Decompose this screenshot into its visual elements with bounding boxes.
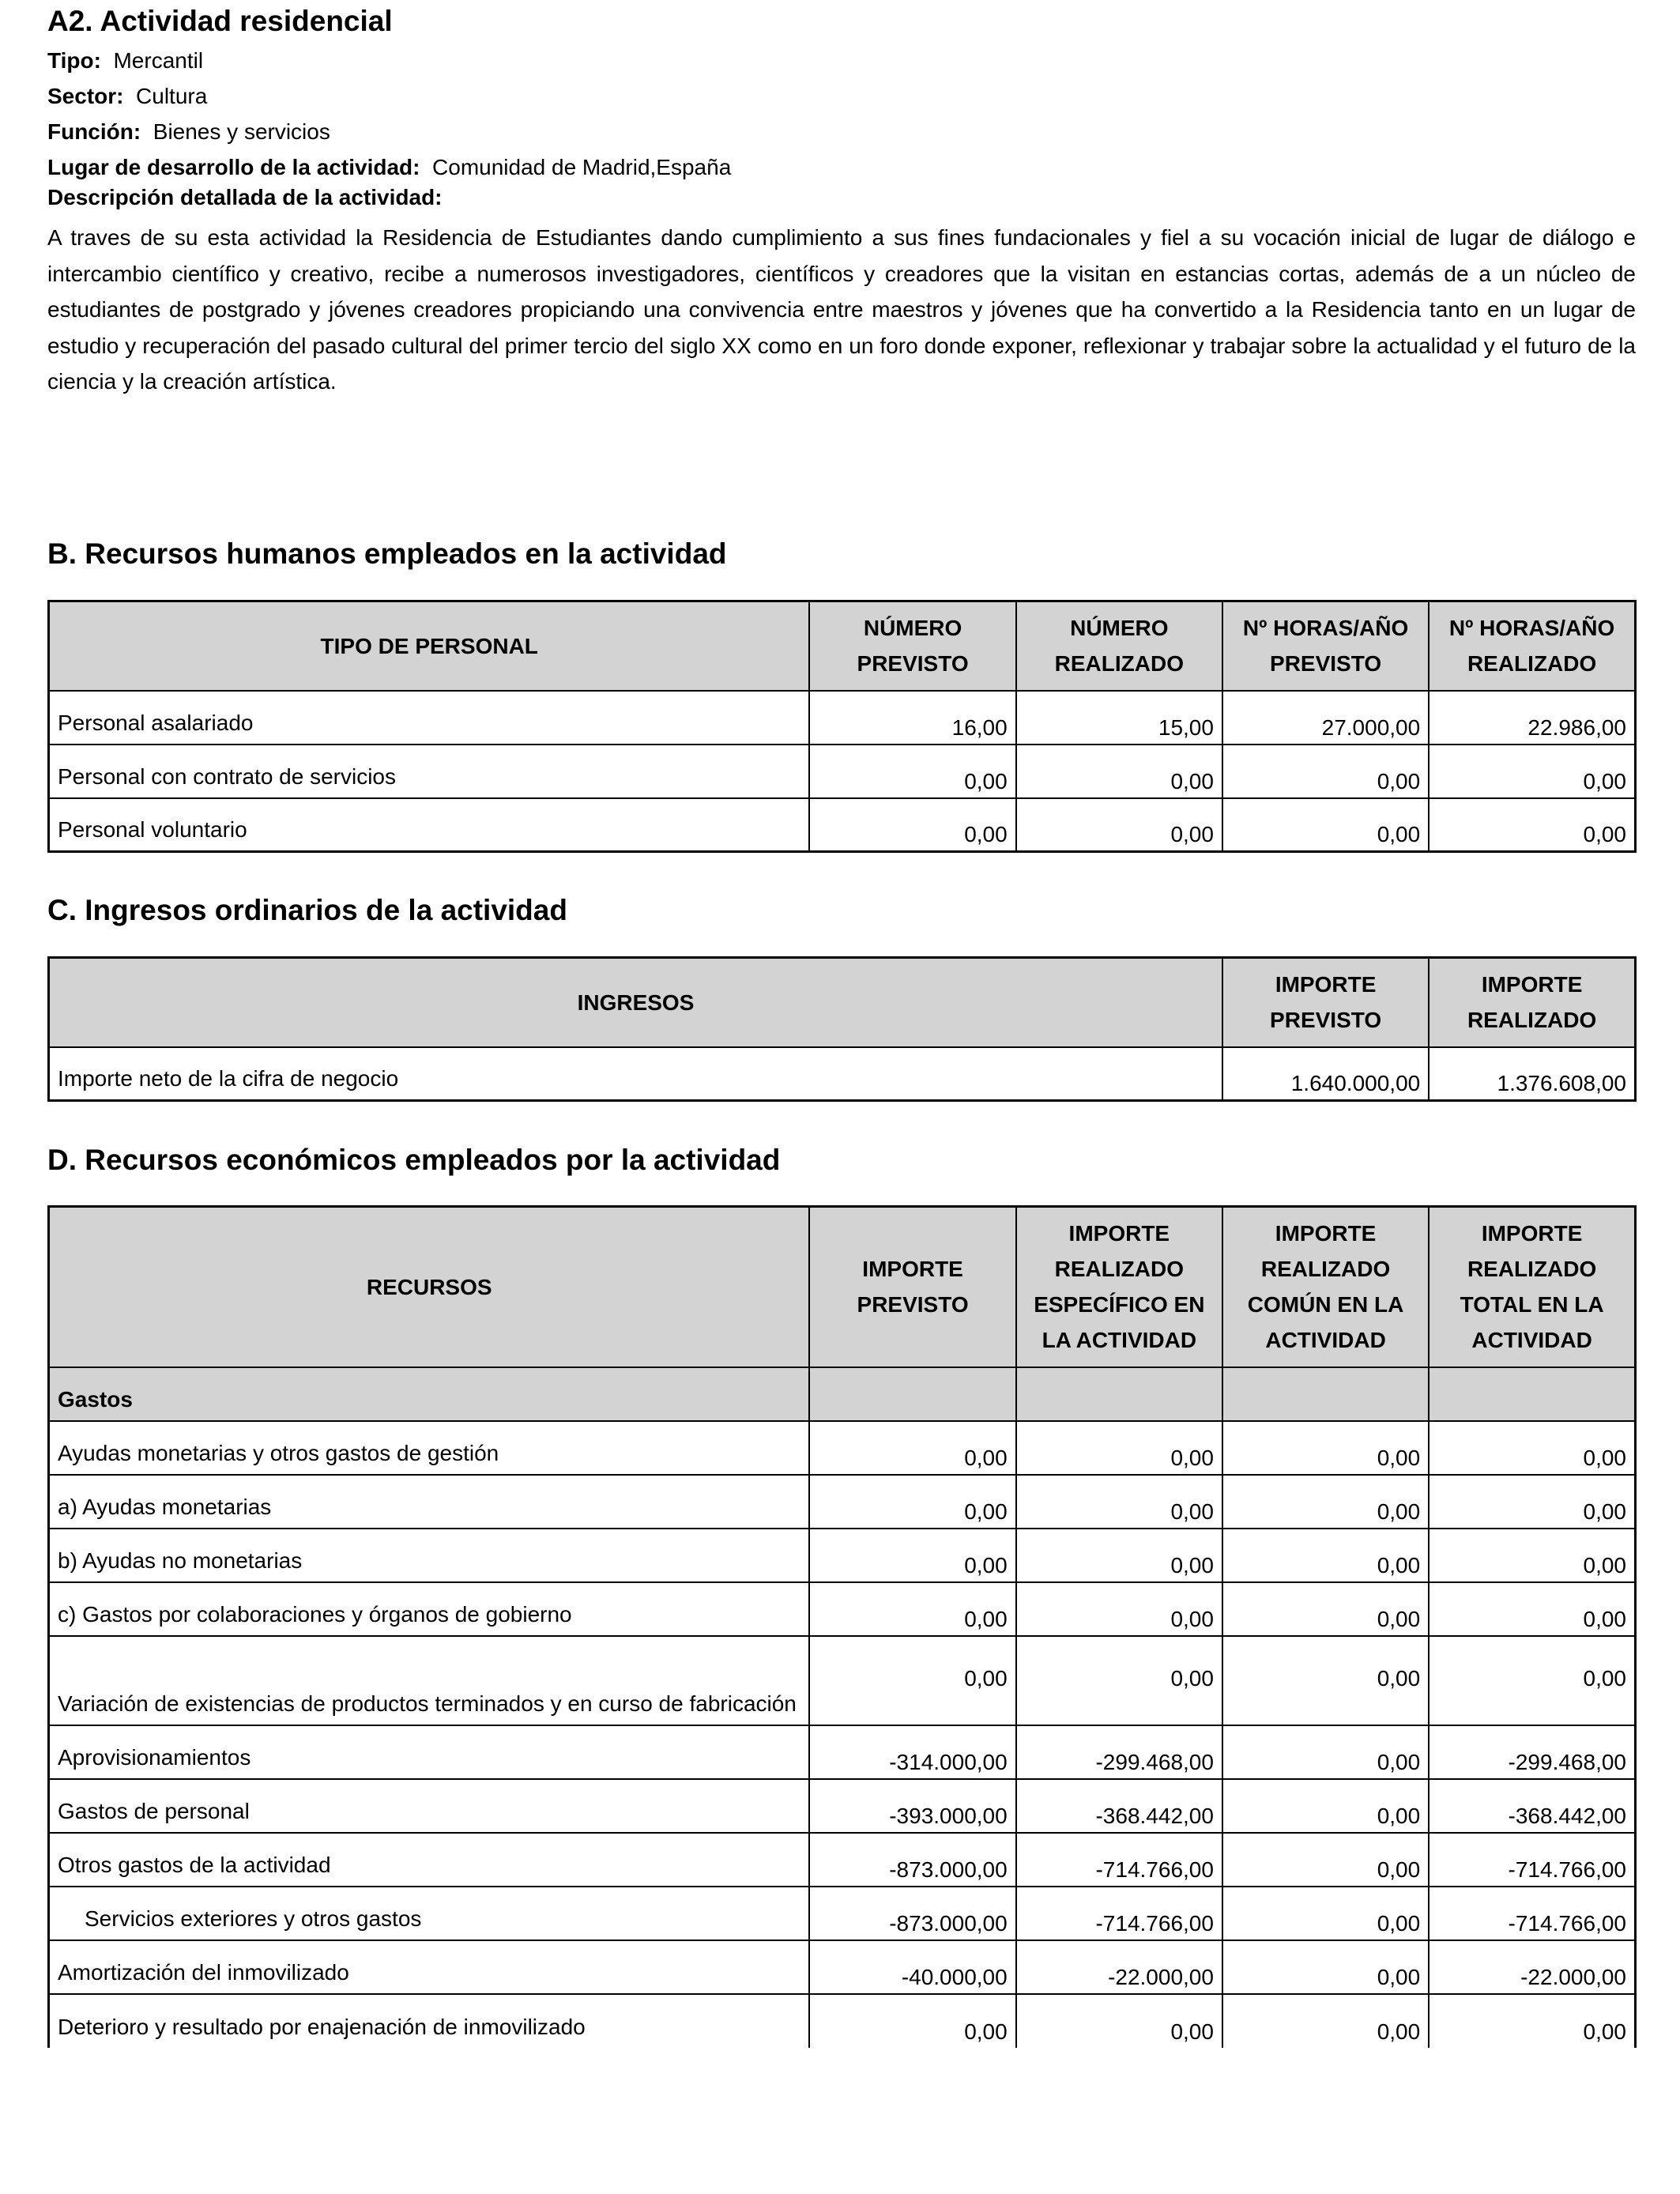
tipo-label: Tipo: bbox=[47, 48, 101, 73]
cell-value: 0,00 bbox=[1429, 1421, 1635, 1475]
header-ingresos: INGRESOS bbox=[49, 958, 1222, 1047]
cell-value: -714.766,00 bbox=[1016, 1887, 1222, 1940]
sector-line bbox=[47, 78, 207, 114]
cell-value: 0,00 bbox=[1016, 1475, 1222, 1529]
description-label: Descripción detallada de la actividad: bbox=[47, 185, 443, 209]
cell-value: 0,00 bbox=[1222, 1725, 1429, 1779]
cell-value: -368.442,00 bbox=[1429, 1779, 1635, 1833]
cell-value: 0,00 bbox=[1016, 798, 1222, 852]
cell-value: -714.766,00 bbox=[1016, 1833, 1222, 1887]
cell-value: 0,00 bbox=[1429, 1994, 1635, 2048]
cell-value: 0,00 bbox=[1222, 798, 1429, 852]
cell-value: 0,00 bbox=[1222, 1475, 1429, 1529]
cell-value: 0,00 bbox=[1222, 1421, 1429, 1475]
row-label: Personal voluntario bbox=[49, 798, 810, 852]
table-row bbox=[49, 1529, 1636, 1582]
header-numero-realizado: NÚMERO REALIZADO bbox=[1016, 601, 1222, 691]
funcion-value: Bienes y servicios bbox=[153, 119, 330, 144]
cell-value: 27.000,00 bbox=[1222, 691, 1429, 745]
table-row bbox=[49, 745, 1636, 798]
cell-value: 0,00 bbox=[1429, 1529, 1635, 1582]
header-importe-realizado: IMPORTE REALIZADO bbox=[1429, 958, 1635, 1047]
table-row bbox=[49, 1475, 1636, 1529]
personal-table bbox=[47, 600, 1637, 853]
cell-value: 0,00 bbox=[1016, 745, 1222, 798]
row-label: b) Ayudas no monetarias bbox=[49, 1529, 810, 1582]
cell-value: -873.000,00 bbox=[809, 1887, 1015, 1940]
table-row bbox=[49, 1725, 1636, 1779]
header-realizado-total: IMPORTE REALIZADO TOTAL EN LA ACTIVIDAD bbox=[1429, 1207, 1635, 1367]
table-row bbox=[49, 1582, 1636, 1636]
cell-value: 0,00 bbox=[1016, 1529, 1222, 1582]
cell-value: 0,00 bbox=[1429, 745, 1635, 798]
row-label: Personal con contrato de servicios bbox=[49, 745, 810, 798]
ingresos-header-row bbox=[49, 958, 1636, 1047]
description-text: A traves de su esta actividad la Residencia de Estudiantes dando cumplimiento a sus fines fundacionales y fiel a su vocación inicial de lugar de diálogo e intercambio científico y creativo, recibe a numerosos investigadores, científicos y creadores que la visitan en estancias cortas, además de a un núcleo de estudiantes de postgrado y jóvenes creadores propiciando una convivencia entre maestros y jóvenes que ha convertido a la Residencia tanto en un lugar de estudio y recuperación del pasado cultural del primer tercio del siglo XX como en un foro donde exponer, reflexionar y trabajar sobre la actualidad y el futuro de la ciencia y la creación artística. bbox=[47, 225, 1636, 394]
row-label: Aprovisionamientos bbox=[49, 1725, 810, 1779]
gastos-group-row bbox=[49, 1367, 1636, 1421]
cell-value: -714.766,00 bbox=[1429, 1833, 1635, 1887]
table-row bbox=[49, 1636, 1636, 1725]
cell-value: -714.766,00 bbox=[1429, 1887, 1635, 1940]
cell-value: 0,00 bbox=[809, 1529, 1015, 1582]
header-realizado-especifico: IMPORTE REALIZADO ESPECÍFICO EN LA ACTIVIDAD bbox=[1016, 1207, 1222, 1367]
row-label: Gastos de personal bbox=[49, 1779, 810, 1833]
cell-value: -299.468,00 bbox=[1429, 1725, 1635, 1779]
header-horas-previsto: Nº HORAS/AÑO PREVISTO bbox=[1222, 601, 1429, 691]
row-label: Variación de existencias de productos terminados y en curso de fabricación bbox=[49, 1636, 810, 1725]
empty-cell bbox=[809, 1367, 1015, 1421]
cell-value: 1.376.608,00 bbox=[1429, 1047, 1635, 1101]
table-row bbox=[49, 1940, 1636, 1994]
cell-value: 22.986,00 bbox=[1429, 691, 1635, 745]
section-c-title: C. Ingresos ordinarios de la actividad bbox=[47, 894, 567, 926]
header-importe-previsto: IMPORTE PREVISTO bbox=[809, 1207, 1015, 1367]
cell-value: 0,00 bbox=[1222, 1636, 1429, 1725]
ingresos-table bbox=[47, 956, 1637, 1102]
cell-value: 0,00 bbox=[809, 1636, 1015, 1725]
cell-value: -393.000,00 bbox=[809, 1779, 1015, 1833]
cell-value: -22.000,00 bbox=[1016, 1940, 1222, 1994]
empty-cell bbox=[1016, 1367, 1222, 1421]
cell-value: 0,00 bbox=[809, 1475, 1015, 1529]
table-row bbox=[49, 1421, 1636, 1475]
gastos-label: Gastos bbox=[49, 1367, 810, 1421]
header-recursos: RECURSOS bbox=[49, 1207, 810, 1367]
sector-value: Cultura bbox=[136, 84, 208, 108]
cell-value: 0,00 bbox=[1016, 1994, 1222, 2048]
lugar-line bbox=[47, 149, 731, 185]
personal-header-row bbox=[49, 601, 1636, 691]
row-label: Amortización del inmovilizado bbox=[49, 1940, 810, 1994]
row-label: Servicios exteriores y otros gastos bbox=[49, 1887, 810, 1940]
cell-value: 0,00 bbox=[1429, 1475, 1635, 1529]
tipo-value: Mercantil bbox=[113, 48, 204, 73]
section-b-title: B. Recursos humanos empleados en la actividad bbox=[47, 537, 727, 570]
header-horas-realizado: Nº HORAS/AÑO REALIZADO bbox=[1429, 601, 1635, 691]
cell-value: -299.468,00 bbox=[1016, 1725, 1222, 1779]
funcion-label: Función: bbox=[47, 119, 141, 144]
cell-value: 0,00 bbox=[1016, 1636, 1222, 1725]
cell-value: 0,00 bbox=[1222, 1940, 1429, 1994]
cell-value: 0,00 bbox=[1222, 1779, 1429, 1833]
sector-label: Sector: bbox=[47, 84, 124, 108]
row-label: Personal asalariado bbox=[49, 691, 810, 745]
cell-value: 0,00 bbox=[1222, 1833, 1429, 1887]
table-row bbox=[49, 1887, 1636, 1940]
row-label: Deterioro y resultado por enajenación de inmovilizado bbox=[49, 1994, 810, 2048]
header-tipo-personal: TIPO DE PERSONAL bbox=[49, 601, 810, 691]
cell-value: 0,00 bbox=[809, 798, 1015, 852]
row-label: c) Gastos por colaboraciones y órganos de gobierno bbox=[49, 1582, 810, 1636]
cell-value: 0,00 bbox=[809, 1994, 1015, 2048]
table-row bbox=[49, 1994, 1636, 2048]
cell-value: -22.000,00 bbox=[1429, 1940, 1635, 1994]
cell-value: 0,00 bbox=[1016, 1421, 1222, 1475]
table-row bbox=[49, 1047, 1636, 1101]
cell-value: 0,00 bbox=[1222, 1582, 1429, 1636]
row-label: Otros gastos de la actividad bbox=[49, 1833, 810, 1887]
cell-value: 0,00 bbox=[1429, 1582, 1635, 1636]
table-row bbox=[49, 691, 1636, 745]
funcion-line bbox=[47, 114, 330, 149]
cell-value: 0,00 bbox=[1222, 1887, 1429, 1940]
header-numero-previsto: NÚMERO PREVISTO bbox=[809, 601, 1015, 691]
empty-cell bbox=[1429, 1367, 1635, 1421]
section-a2-title: A2. Actividad residencial bbox=[47, 5, 393, 37]
cell-value: 1.640.000,00 bbox=[1222, 1047, 1429, 1101]
lugar-value: Comunidad de Madrid,España bbox=[432, 155, 732, 179]
row-label: Ayudas monetarias y otros gastos de gestión bbox=[49, 1421, 810, 1475]
cell-value: -40.000,00 bbox=[809, 1940, 1015, 1994]
lugar-label: Lugar de desarrollo de la actividad: bbox=[47, 155, 420, 179]
header-importe-previsto: IMPORTE PREVISTO bbox=[1222, 958, 1429, 1047]
cell-value: 0,00 bbox=[1016, 1582, 1222, 1636]
cell-value: 16,00 bbox=[809, 691, 1015, 745]
cell-value: 0,00 bbox=[1222, 745, 1429, 798]
cell-value: 15,00 bbox=[1016, 691, 1222, 745]
cell-value: -873.000,00 bbox=[809, 1833, 1015, 1887]
cell-value: 0,00 bbox=[1222, 1529, 1429, 1582]
cell-value: 0,00 bbox=[809, 1582, 1015, 1636]
table-row bbox=[49, 798, 1636, 852]
recursos-header-row bbox=[49, 1207, 1636, 1367]
cell-value: 0,00 bbox=[1429, 798, 1635, 852]
table-row bbox=[49, 1833, 1636, 1887]
row-label: a) Ayudas monetarias bbox=[49, 1475, 810, 1529]
cell-value: 0,00 bbox=[809, 745, 1015, 798]
table-row bbox=[49, 1779, 1636, 1833]
recursos-table bbox=[47, 1205, 1637, 2048]
tipo-line bbox=[47, 43, 203, 78]
empty-cell bbox=[1222, 1367, 1429, 1421]
header-realizado-comun: IMPORTE REALIZADO COMÚN EN LA ACTIVIDAD bbox=[1222, 1207, 1429, 1367]
cell-value: -314.000,00 bbox=[809, 1725, 1015, 1779]
row-label: Importe neto de la cifra de negocio bbox=[49, 1047, 1222, 1101]
cell-value: -368.442,00 bbox=[1016, 1779, 1222, 1833]
section-d-title: D. Recursos económicos empleados por la actividad bbox=[47, 1144, 781, 1176]
cell-value: 0,00 bbox=[1222, 1994, 1429, 2048]
cell-value: 0,00 bbox=[1429, 1636, 1635, 1725]
cell-value: 0,00 bbox=[809, 1421, 1015, 1475]
